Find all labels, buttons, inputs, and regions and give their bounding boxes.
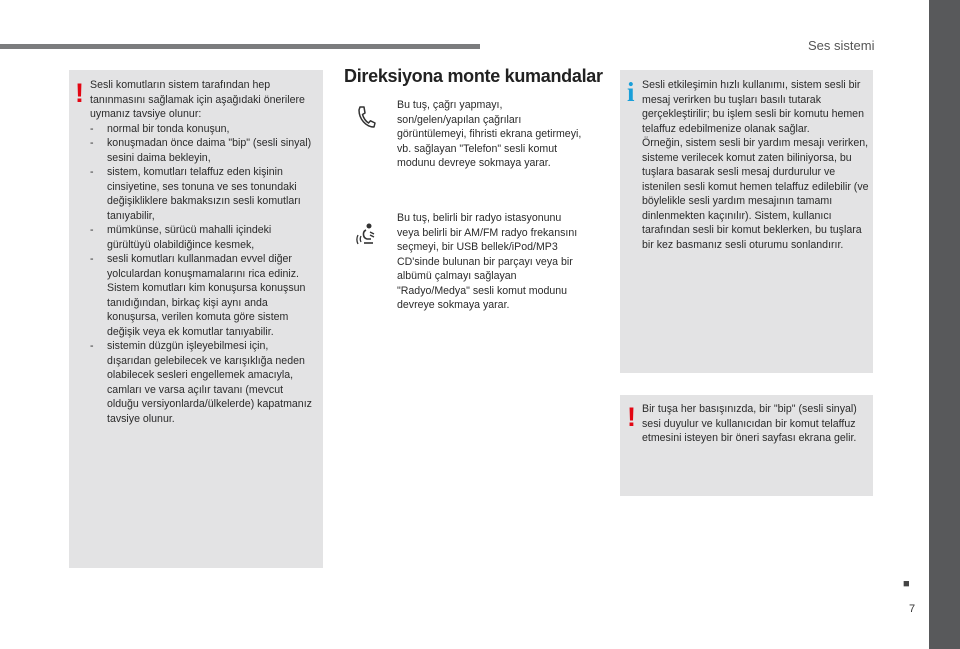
page-heading: Direksiyona monte kumandalar [344, 66, 603, 86]
left-warning-text [90, 78, 314, 426]
list-item: - mümkünse, sürücü mahalli içindeki gürültüyü olabildiğince kesmek, [90, 223, 314, 252]
phone-handset-icon [355, 104, 377, 130]
header-rule [0, 44, 480, 49]
page-edge-bar [929, 0, 960, 649]
page-number: 7 [909, 603, 916, 615]
list-item: - konuşmadan önce daima "bip" (sesli sinyal) sesini daima bekleyin, [90, 136, 314, 165]
section-title: Ses sistemi [808, 38, 875, 53]
voice-command-icon [355, 222, 377, 248]
list-item: - sistem, komutları telaffuz eden kişinin cinsiyetine, ses tonuna ve ses tonundaki değişikliklere bakmaksızın sesli komutları tanıyabilir, [90, 165, 314, 223]
continuation-mark: ■ [903, 578, 910, 590]
list-item: - sesli komutları kullanmadan evvel diğer yolculardan konuşmamalarını rica ediniz. Sistem komutları kim konuşursa konuşsun tanıdığından, birkaç kişi aynı anda konuşursa, verilen komuta göre sistem değişik veya ek komutlar tanıyabilir. [90, 252, 314, 339]
control-description: Bu tuş, çağrı yapmayı, son/gelen/yapılan çağrıları görüntülemeyi, fihristi ekrana getirmeyi, vb. sağlayan "Telefon" sesli komut modunu devreye sokmaya yarar. [397, 99, 582, 169]
warning-icon: ! [627, 402, 636, 432]
warning-icon: ! [75, 78, 84, 108]
info-icon: i [627, 77, 635, 107]
recommendation-list [90, 122, 314, 427]
right-warning-text: Bir tuşa her basışınızda, bir "bip" (sesli sinyal) sesi duyulur ve kullanıcıdan bir komut telaffuz etmesini isteyen bir öneri sayfası ekrana gelir. [642, 403, 857, 444]
list-item: - sistemin düzgün işleyebilmesi için, dışarıdan gelebilecek ve karışıklığa neden olabilecek sesleri engellemek amacıyla, camları ve varsa açılır tavanı (mevcut olduğu versiyonlarda/ülkelerde) kapatmanız tavsiye olunur. [90, 339, 314, 426]
left-warning-intro: Sesli komutların sistem tarafından hep tanınmasını sağlamak için aşağıdaki önerilere uymanız tavsiye olunur: [90, 79, 305, 120]
right-info-text: Sesli etkileşimin hızlı kullanımı, sistem sesli bir mesaj verirken bu tuşları basılı tutarak gerçekleştirilir; bu işlem sesli bir komutu hemen telaffuz edebilmenize olanak sağlar. Örneğin, sistem sesli bir yardım mesajı verirken, sisteme verilecek komut zaten biliniyorsa, bu tuşlara basarak sesli mesaj durdurulur ve istenilen sesli komut hemen telaffuz edilebilir (ve böylelikle sesli yardım mesajının tamamı dinlenmekten kaçınılır). Sistem, kullanıcı tarafından sesli bir komut beklerken, bu tuşlara bir kez basmanız sesli oturumu sonlandırır. [642, 79, 869, 251]
list-item: - normal bir tonda konuşun, [90, 122, 314, 137]
control-description: Bu tuş, belirli bir radyo istasyonunu veya belirli bir AM/FM radyo frekansını seçmeyi, bir USB bellek/iPod/MP3 CD'sinde bulunan bir parçayı veya bir albümü çalmayı sağlayan "Radyo/Medya" sesli komut modunu devreye sokmaya yarar. [397, 212, 578, 311]
